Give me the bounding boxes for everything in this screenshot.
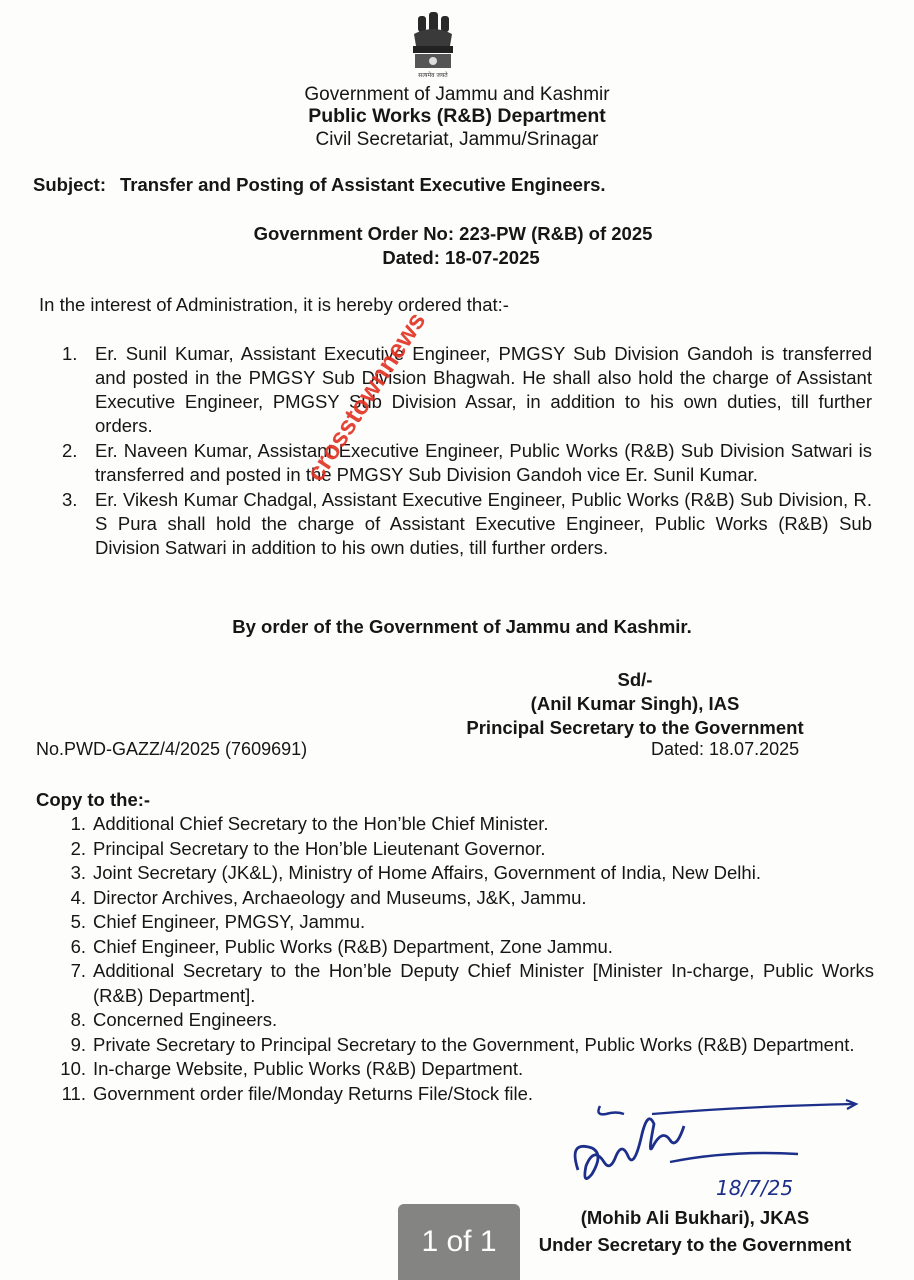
signatory-designation: Principal Secretary to the Government	[466, 717, 804, 738]
office-address: Civil Secretariat, Jammu/Srinagar	[315, 129, 599, 150]
page-indicator: 1 of 1	[398, 1204, 520, 1280]
subject-text: Transfer and Posting of Assistant Executive Engineers.	[119, 174, 606, 195]
order-item: 3. Er. Vikesh Kumar Chadgal, Assistant Executive Engineer, Public Works (R&B) Sub Division, R. S Pura shall hold the charge of Assistant Executive Engineer, Public Works (R&B) Sub Division Satwari in addition to his own duties, till further orders.	[62, 489, 872, 558]
copy-item: 10. In-charge Website, Public Works (R&B) Department.	[60, 1058, 524, 1079]
department-title: Public Works (R&B) Department	[308, 105, 606, 127]
order-item: 1. Er. Sunil Kumar, Assistant Executive Engineer, PMGSY Sub Division Gandoh is transferred and posted in the PMGSY Sub Division Bhagwah. He shall also hold the charge of Assistant Executive Engineer, PMGSY Sub Division Assar, in addition to his own duties, till further orders.	[62, 343, 872, 436]
copy-item: 8. Concerned Engineers.	[70, 1009, 278, 1030]
order-date: Dated: 18-07-2025	[382, 247, 540, 268]
order-number: Government Order No: 223-PW (R&B) of 2025	[253, 223, 653, 244]
copy-list	[56, 812, 874, 1106]
copy-item: 2. Principal Secretary to the Hon’ble Lieutenant Governor.	[70, 837, 546, 859]
watermark: crosstownnews	[300, 306, 432, 487]
copy-item: 6. Chief Engineer, Public Works (R&B) Department, Zone Jammu.	[70, 935, 613, 957]
reference-number: No.PWD-GAZZ/4/2025 (7609691)	[36, 739, 308, 759]
copy-item: 11. Government order file/Monday Returns File/Stock file.	[61, 1082, 534, 1104]
handwritten-signature-icon	[560, 1090, 860, 1210]
under-secretary-designation: Under Secretary to the Government	[538, 1234, 852, 1255]
copy-item: 3. Joint Secretary (JK&L), Ministry of Home Affairs, Government of India, New Delhi.	[70, 862, 761, 883]
copy-to-label: Copy to the:-	[36, 789, 151, 810]
subject-line	[33, 174, 606, 196]
sd-mark: Sd/-	[617, 669, 653, 690]
copy-item: 7. Additional Secretary to the Hon’ble Deputy Chief Minister [Minister In-charge, Public Works (R&B) Department].	[70, 960, 874, 1006]
copy-item: 1. Additional Chief Secretary to the Hon’ble Chief Minister.	[70, 813, 549, 834]
under-secretary-name: (Mohib Ali Bukhari), JKAS	[580, 1207, 810, 1228]
signatory-date: Dated: 18.07.2025	[651, 739, 800, 759]
signatory-name: (Anil Kumar Singh), IAS	[530, 693, 740, 714]
order-item: 2. Er. Naveen Kumar, Assistant Executive Engineer, Public Works (R&B) Sub Division Satwari is transferred and posted in the PMGSY Sub Division Gandoh vice Er. Sunil Kumar.	[62, 440, 872, 485]
order-intro: In the interest of Administration, it is hereby ordered that:-	[39, 294, 509, 315]
under-secretary-block	[490, 1204, 900, 1258]
by-order-line: By order of the Government of Jammu and Kashmir.	[232, 616, 692, 637]
copy-item: 9. Private Secretary to Principal Secretary to the Government, Public Works (R&B) Department.	[70, 1033, 855, 1055]
copy-item: 5. Chief Engineer, PMGSY, Jammu.	[70, 911, 366, 932]
gov-title: Government of Jammu and Kashmir	[304, 84, 610, 105]
svg-text:18/7/25: 18/7/25	[716, 1176, 794, 1200]
state-emblem-icon	[404, 10, 462, 80]
order-list	[58, 342, 872, 561]
subject-label: Subject:	[33, 174, 106, 195]
svg-text:सत्यमेव जयते: सत्यमेव जयते	[418, 72, 448, 79]
signatory-block	[430, 668, 840, 740]
copy-item: 4. Director Archives, Archaeology and Museums, J&K, Jammu.	[70, 886, 587, 908]
